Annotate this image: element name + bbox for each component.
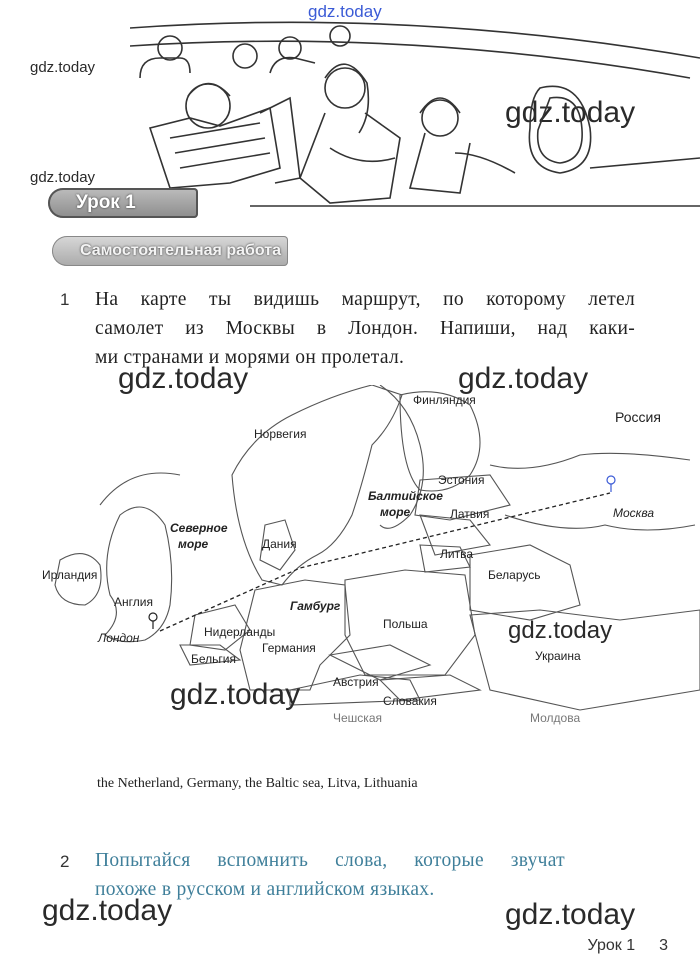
map-label-slovakia: Словакия — [383, 694, 437, 708]
watermark: gdz.today — [170, 678, 301, 711]
watermark: gdz.today — [508, 617, 613, 644]
independent-work-label: Самостоятельная работа — [80, 242, 281, 259]
map-label-estonia: Эстония — [438, 473, 485, 487]
map-label-netherlands: Нидерланды — [204, 625, 276, 639]
page-footer — [588, 937, 669, 955]
map-label-lithuania: Литва — [440, 547, 473, 561]
route-map — [0, 385, 700, 730]
watermark: gdz.today — [30, 59, 96, 76]
map-label-ukraine: Украина — [535, 649, 581, 663]
watermark: gdz.today — [458, 362, 589, 395]
map-label-belgium: Бельгия — [191, 652, 236, 666]
map-label-latvia: Латвия — [450, 507, 490, 521]
task-2-line: Попытайся вспомнить слова, которые звучат — [95, 850, 565, 871]
map-label-hamburg: Гамбург — [290, 599, 341, 613]
task-1-text — [95, 285, 635, 372]
lesson-banner — [48, 188, 198, 218]
lesson-banner-label: Урок 1 — [76, 192, 136, 213]
london-pin-icon — [149, 613, 157, 629]
map-label-moldova: Молдова — [530, 711, 581, 725]
independent-work-banner — [52, 236, 288, 266]
map-label-baltic-sea: Балтийское — [368, 489, 443, 503]
map-label-denmark: Дания — [262, 537, 297, 551]
moscow-pin-icon — [607, 476, 615, 492]
map-label-poland: Польша — [383, 617, 428, 631]
map-label-norway: Норвегия — [254, 427, 307, 441]
airplane-passengers-illustration — [130, 18, 700, 213]
map-label-russia: Россия — [615, 409, 661, 425]
task-1-answer: the Netherland, Germany, the Baltic sea, Litva, Lithuania — [97, 776, 418, 791]
watermark: gdz.today — [118, 362, 249, 395]
map-label-austria: Австрия — [333, 675, 379, 689]
map-label-ireland: Ирландия — [42, 568, 98, 582]
watermark-top: gdz.today — [308, 2, 382, 21]
footer-lesson: Урок 1 — [587, 937, 636, 954]
task-1-line: самолет из Москвы в Лондон. Напиши, над каки- — [95, 318, 635, 339]
map-label-north-sea: море — [178, 537, 209, 551]
map-label-czech: Чешская — [333, 711, 382, 725]
map-label-england: Англия — [114, 595, 153, 609]
task-1-line: ми странами и морями он пролетал. — [95, 347, 405, 368]
map-label-finland: Финляндия — [413, 393, 476, 407]
map-label-germany: Германия — [262, 641, 316, 655]
watermark: gdz.today — [505, 96, 636, 129]
watermark: gdz.today — [42, 894, 173, 927]
task-2-line: похоже в русском и английском языках. — [95, 879, 435, 900]
task-1-line: На карте ты видишь маршрут, по которому летел — [95, 289, 635, 310]
map-label-baltic-sea: море — [380, 505, 411, 519]
map-label-north-sea: Северное — [170, 521, 228, 535]
task-2-number: 2 — [60, 852, 70, 871]
map-label-london: Лондон — [98, 631, 140, 645]
watermark: gdz.today — [505, 898, 636, 931]
page-number: 3 — [659, 937, 668, 954]
task-1-number: 1 — [60, 290, 70, 309]
map-label-moscow: Москва — [613, 506, 655, 520]
watermark: gdz.today — [30, 169, 96, 186]
map-label-belarus: Беларусь — [488, 568, 541, 582]
